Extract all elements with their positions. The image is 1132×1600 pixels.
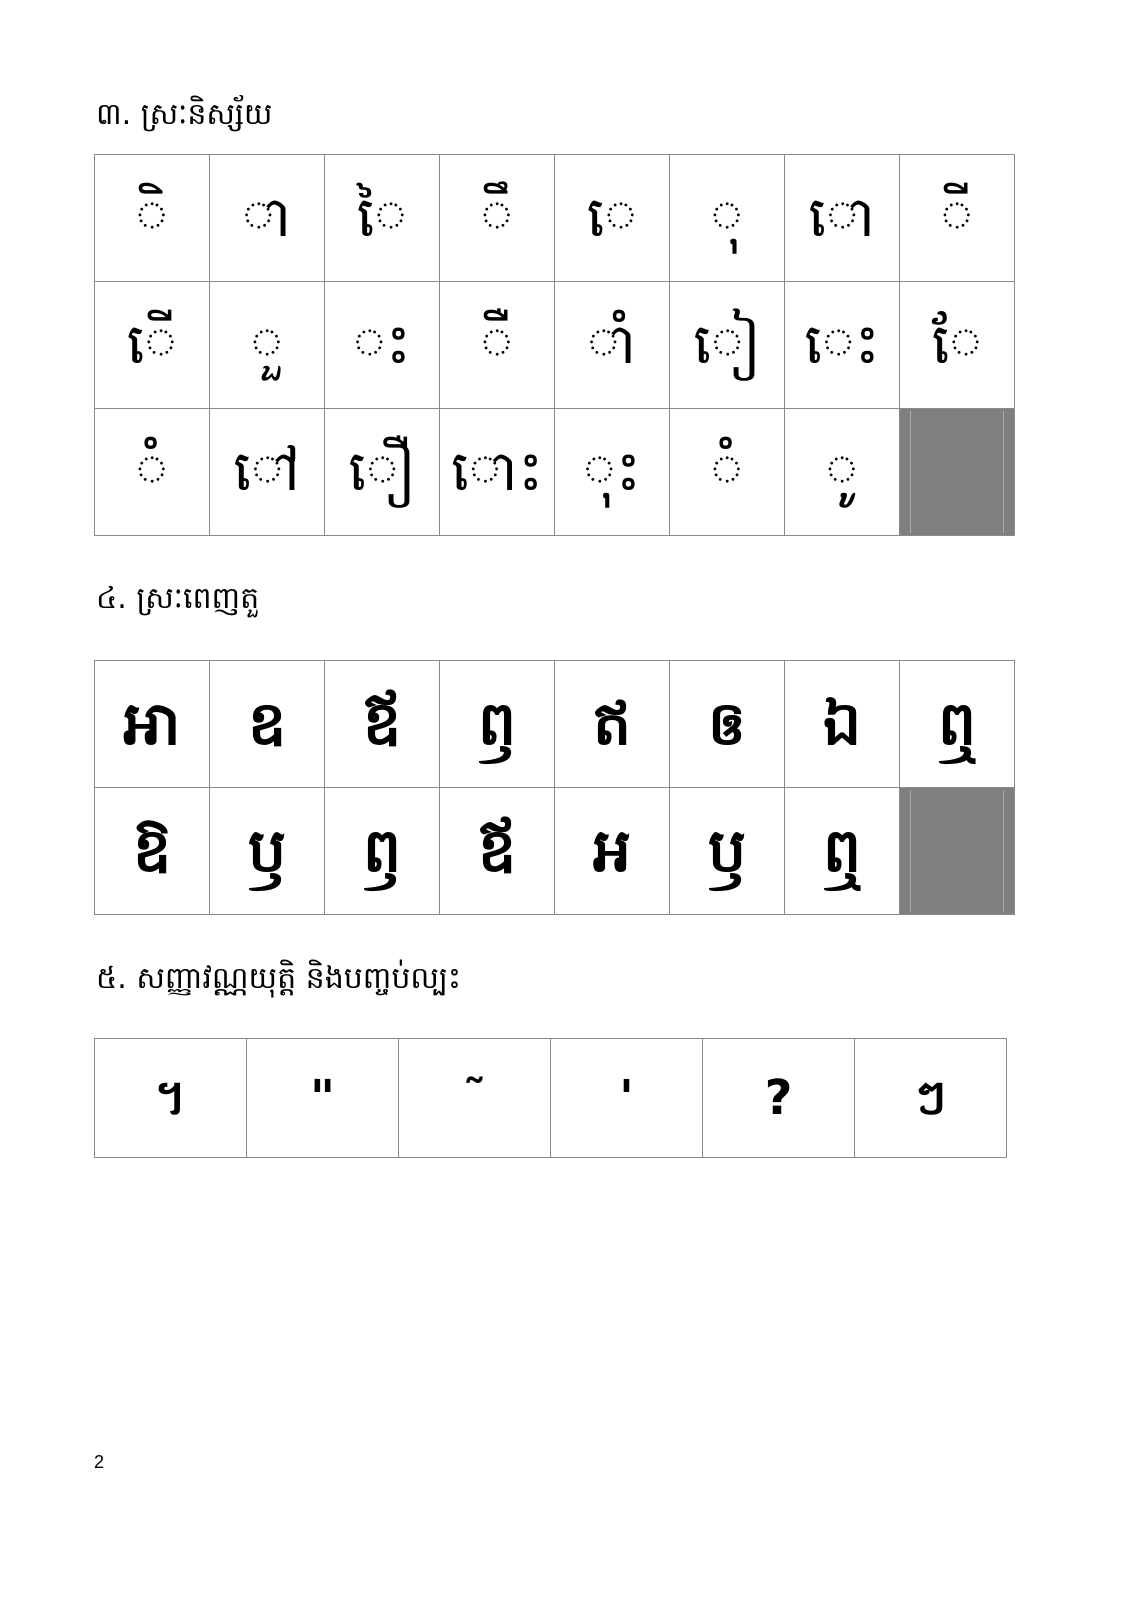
vowel-cell	[670, 788, 785, 915]
punctuation-cell	[703, 1039, 855, 1158]
vowel-glyph: ើ	[126, 312, 178, 377]
vowel-cell	[210, 788, 325, 915]
vowel-glyph: អ	[592, 816, 632, 886]
punctuation-glyph: ?	[764, 1070, 793, 1126]
vowel-cell	[670, 409, 785, 536]
vowel-glyph: ែ	[931, 312, 983, 377]
vowel-cell	[555, 661, 670, 788]
vowel-glyph: ឿ	[348, 439, 416, 504]
vowel-glyph: ឫ	[247, 816, 287, 886]
vowel-glyph: ិ	[135, 185, 169, 250]
vowel-glyph: ឫ	[707, 816, 747, 886]
vowel-cell	[440, 788, 555, 915]
vowel-cell	[210, 282, 325, 409]
vowel-glyph: ឧ	[247, 689, 287, 759]
vowel-cell	[670, 661, 785, 788]
vowel-glyph: អា	[123, 689, 181, 759]
punctuation-cell	[551, 1039, 703, 1158]
vowel-cell	[670, 282, 785, 409]
independent-vowels-table	[94, 660, 1015, 915]
vowel-cell	[440, 661, 555, 788]
vowel-cell	[325, 282, 440, 409]
table-row	[95, 155, 1015, 282]
vowel-glyph: ួ	[250, 312, 284, 377]
page-number: 2	[94, 1452, 105, 1472]
punctuation-cell	[247, 1039, 399, 1158]
vowel-glyph: ឮ	[822, 816, 862, 886]
vowel-cell	[555, 155, 670, 282]
vowel-cell	[210, 155, 325, 282]
vowel-glyph: ុ	[710, 185, 744, 250]
vowel-glyph: េះ	[804, 312, 880, 377]
vowel-cell	[785, 155, 900, 282]
vowel-glyph: ោះ	[451, 439, 543, 504]
vowel-glyph: ឲ	[707, 689, 747, 759]
vowel-glyph: ោ	[808, 185, 876, 250]
vowel-cell	[900, 155, 1015, 282]
punctuation-glyph: ៗ	[914, 1070, 947, 1126]
vowel-glyph: ៃ	[356, 185, 408, 250]
punctuation-cell	[855, 1039, 1007, 1158]
dependent-vowels-heading: ៣. ស្រៈនិស្ស័យ	[96, 97, 273, 132]
punctuation-cell	[399, 1039, 551, 1158]
vowel-glyph: ឹ	[480, 185, 514, 250]
table-row	[95, 282, 1015, 409]
vowel-cell	[555, 788, 670, 915]
vowel-cell	[900, 282, 1015, 409]
vowel-cell	[440, 409, 555, 536]
table-row	[95, 1039, 1007, 1158]
punctuation-glyph: '	[619, 1070, 634, 1126]
vowel-cell	[210, 661, 325, 788]
vowel-glyph: ឪ	[477, 816, 517, 886]
vowel-glyph: ៅ	[233, 439, 301, 504]
vowel-cell	[210, 409, 325, 536]
table-row	[95, 788, 1015, 915]
vowel-glyph: ំ	[135, 439, 169, 504]
vowel-glyph: េ	[586, 185, 638, 250]
table-row	[95, 409, 1015, 536]
table-row	[95, 661, 1015, 788]
punctuation-glyph: "	[309, 1070, 335, 1126]
vowel-cell	[440, 282, 555, 409]
vowel-glyph: ឯ	[822, 689, 862, 759]
vowel-cell	[95, 788, 210, 915]
vowel-glyph: ា	[242, 185, 292, 250]
punctuation-glyph: ˜	[462, 1070, 487, 1126]
vowel-cell	[555, 282, 670, 409]
vowel-cell	[785, 282, 900, 409]
vowel-glyph: ឺ	[480, 312, 514, 377]
vowel-glyph: ាំ	[587, 312, 637, 377]
vowel-glyph: ះ	[353, 312, 411, 377]
punctuation-table	[94, 1038, 1007, 1158]
vowel-cell	[325, 788, 440, 915]
independent-vowels-heading: ៤. ស្រៈពេញតួ	[96, 581, 260, 616]
vowel-glyph: ឭ	[362, 816, 402, 886]
vowel-glyph: ៀ	[693, 312, 761, 377]
vowel-cell	[95, 409, 210, 536]
punctuation-cell	[95, 1039, 247, 1158]
vowel-cell	[555, 409, 670, 536]
punctuation-glyph: ។	[154, 1070, 187, 1126]
vowel-glyph: ូ	[825, 439, 859, 504]
dependent-vowels-table	[94, 154, 1015, 536]
vowel-cell	[95, 155, 210, 282]
vowel-cell	[95, 661, 210, 788]
vowel-glyph: ី	[940, 185, 974, 250]
vowel-glyph: ឥ	[592, 689, 632, 759]
vowel-cell	[670, 155, 785, 282]
vowel-cell	[900, 661, 1015, 788]
vowel-cell	[95, 282, 210, 409]
vowel-glyph: ឭ	[477, 689, 517, 759]
vowel-glyph: ឪ	[362, 689, 402, 759]
vowel-glyph: ុះ	[583, 439, 641, 504]
vowel-cell	[325, 409, 440, 536]
vowel-glyph: ឱ	[132, 816, 172, 886]
vowel-cell	[325, 155, 440, 282]
punctuation-heading: ៥. សញ្ញាវណ្ណយុត្តិ និងបញ្ចប់ល្បះ	[96, 961, 462, 996]
vowel-cell	[785, 409, 900, 536]
shaded-empty-cell	[900, 788, 1015, 915]
vowel-cell	[785, 788, 900, 915]
vowel-cell	[440, 155, 555, 282]
vowel-glyph: ឮ	[937, 689, 977, 759]
vowel-glyph: ំ	[710, 439, 744, 504]
shaded-empty-cell	[900, 409, 1015, 536]
vowel-cell	[785, 661, 900, 788]
vowel-cell	[325, 661, 440, 788]
